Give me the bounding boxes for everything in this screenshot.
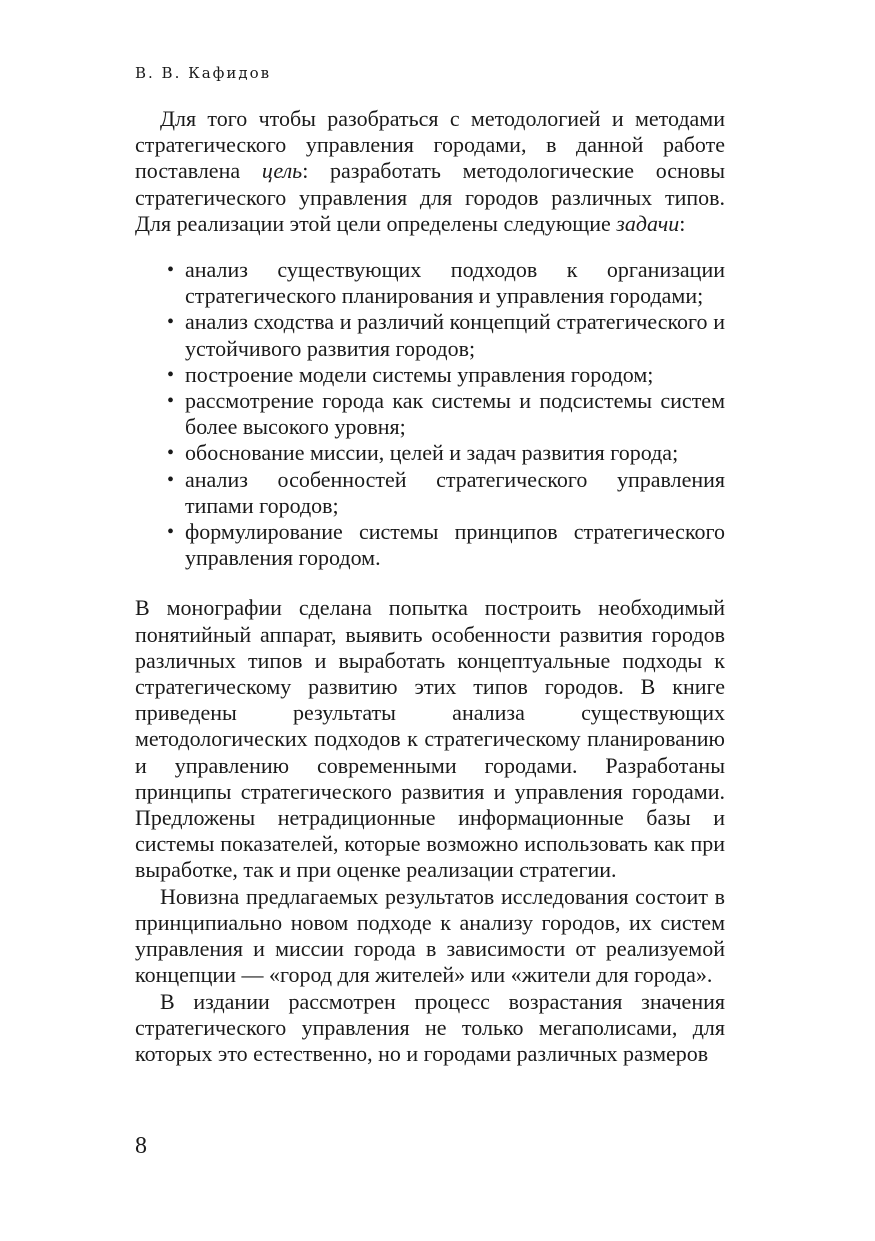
task-item bbox=[167, 440, 725, 466]
body-paragraph-3: В издании рассмотрен процесс возрастания значения стратегического управления не только мегаполисами, для которых это естественно, но и городами различных размеров bbox=[135, 988, 725, 1066]
task-text: рассмотрение города как системы и подсистемы систем более высокого уровня; bbox=[185, 388, 725, 440]
bullet-icon: • bbox=[167, 363, 175, 386]
running-head: В. В. Кафидов bbox=[135, 64, 272, 82]
intro-paragraph bbox=[135, 106, 725, 237]
body-paragraph-2: Новизна предлагаемых результатов исследования состоит в принципиально новом подходе к анализу городов, их систем управления и миссии города в зависимости от реализуемой концепции — «город для жителей» или «жители для города». bbox=[135, 883, 725, 988]
bullet-icon: • bbox=[167, 311, 175, 334]
task-text: анализ существующих подходов к организации стратегического планирования и управления городами; bbox=[185, 257, 725, 309]
intro-text-1: Для того чтобы разобраться с методологией и методами стратегического управления городами, в данной работе поставлена bbox=[135, 106, 725, 184]
task-text: построение модели системы управления городом; bbox=[185, 361, 654, 387]
task-text: анализ особенностей стратегического управления типами городов; bbox=[185, 466, 725, 518]
task-item bbox=[167, 257, 725, 309]
intro-text-3: : bbox=[679, 210, 686, 236]
task-item bbox=[167, 361, 725, 388]
intro-goal-word: цель bbox=[261, 158, 303, 184]
intro-tasks-word: задачи bbox=[616, 210, 680, 236]
task-item bbox=[167, 466, 725, 519]
task-item bbox=[167, 388, 725, 440]
task-text: анализ сходства и различий концепций стратегического и устойчивого развития городов; bbox=[185, 309, 725, 361]
tasks-list bbox=[135, 257, 725, 571]
page-number: 8 bbox=[135, 1133, 147, 1159]
bullet-icon: • bbox=[167, 390, 175, 413]
bullet-icon: • bbox=[167, 442, 175, 465]
intro-text-2: : разработать методологические основы стратегического управления для городов различных типов. Для реализации этой цели определены следующие bbox=[135, 158, 725, 236]
bullet-icon: • bbox=[167, 521, 175, 544]
body-paragraph-1: В монографии сделана попытка построить необходимый понятийный аппарат, выявить особенности развития городов различных типов и выработать концептуальные подходы к стратегическому развитию этих типов городов. В книге приведены результаты анализа существующих методологических подходов к стратегическому планированию и управлению современными городами. Разработаны принципы стратегического развития и управления городами. Предложены нетрадиционные информационные базы и системы показателей, которые возможно использовать как при выработке, так и при оценке реализации стратегии. bbox=[135, 595, 725, 883]
task-item bbox=[167, 309, 725, 361]
bullet-icon: • bbox=[167, 468, 175, 491]
task-text: формулирование системы принципов стратегического управления городом. bbox=[185, 519, 725, 571]
bullet-icon: • bbox=[167, 259, 175, 282]
page-content bbox=[135, 60, 725, 1067]
task-text: обоснование миссии, целей и задач развития города; bbox=[185, 440, 679, 466]
task-item bbox=[167, 519, 725, 571]
